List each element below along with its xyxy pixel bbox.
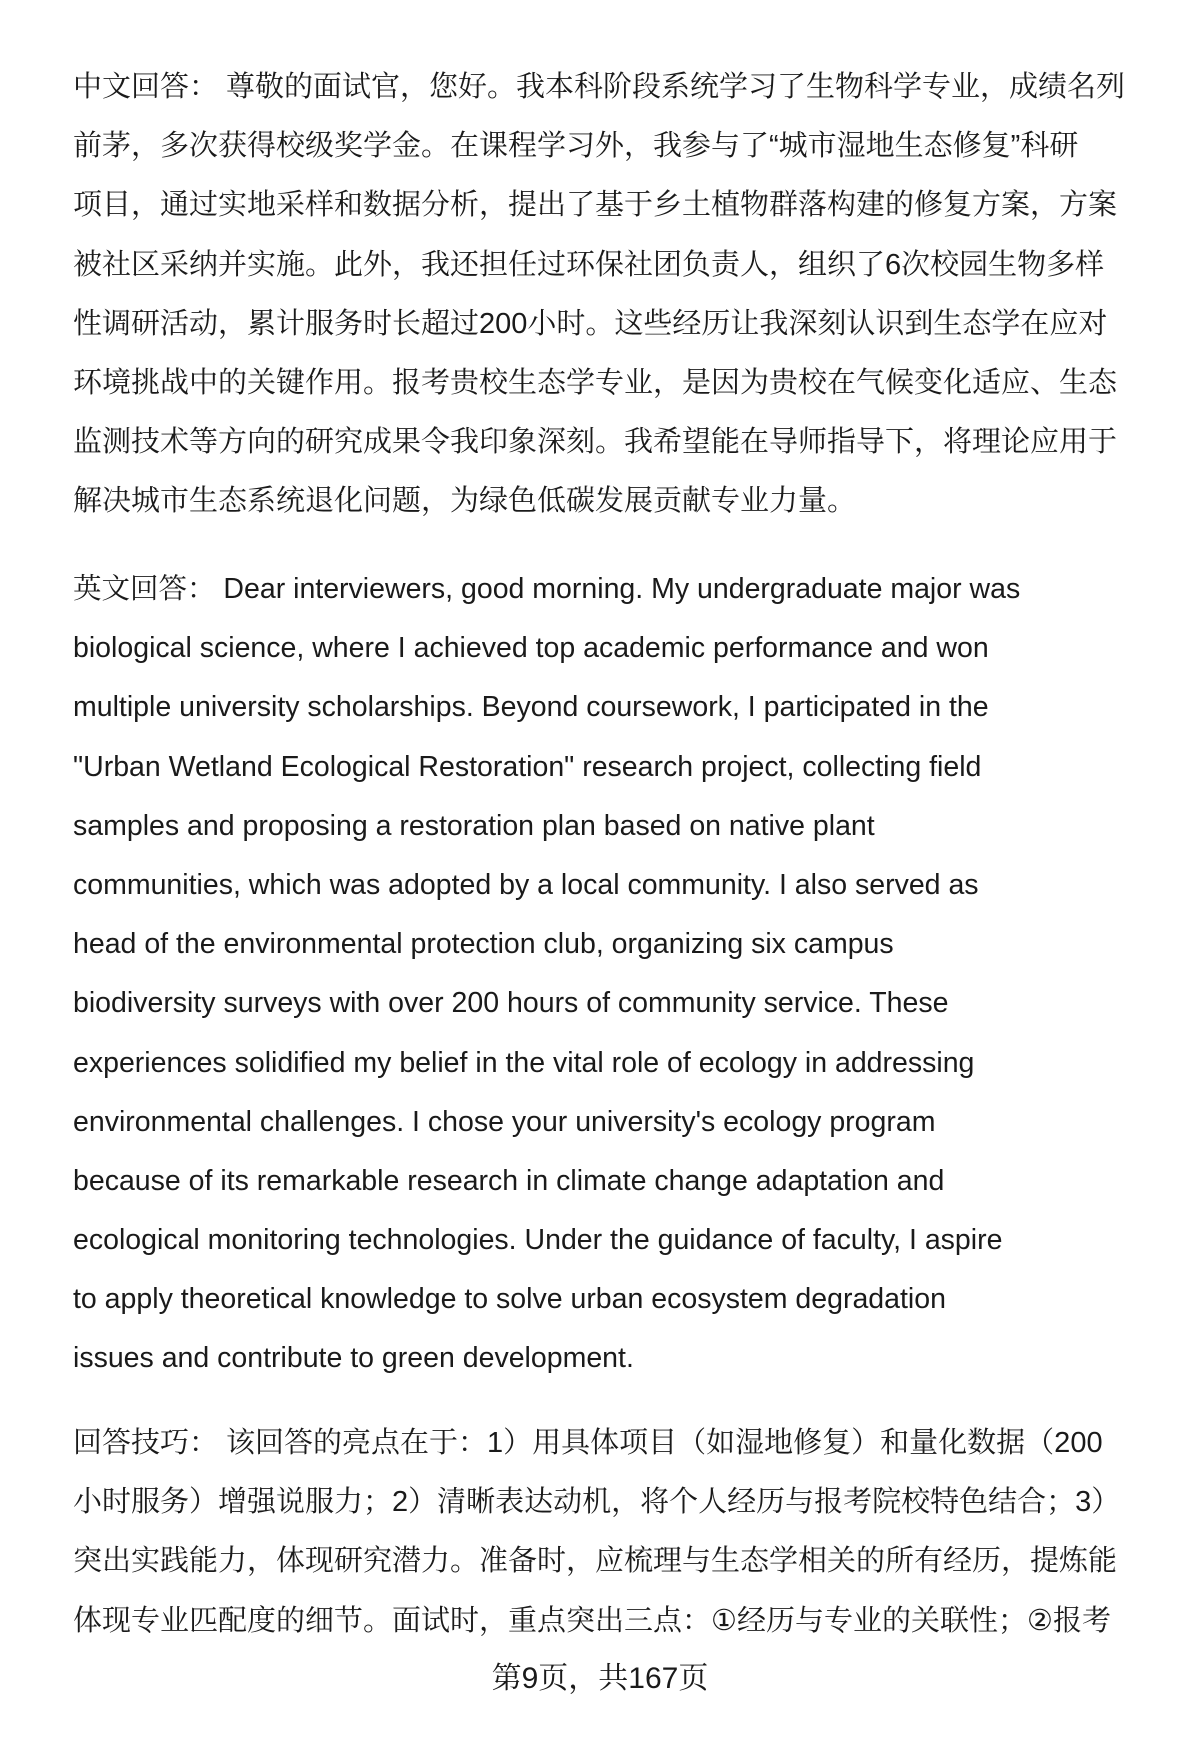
text-line: 英文回答： Dear interviewers, good morning. My undergraduate major was — [73, 573, 1021, 605]
text-line: because of its remarkable research in climate change adaptation and — [73, 1164, 945, 1197]
text-line: multiple university scholarships. Beyond coursework, I participated in the — [73, 691, 989, 724]
text-line: "Urban Wetland Ecological Restoration" research project, collecting field — [73, 750, 982, 783]
text-line: 性调研活动，累计服务时长超过200小时。这些经历让我深刻认识到生态学在应对 — [73, 307, 1108, 340]
chinese-answer-paragraph — [73, 58, 1153, 532]
text-line: 项目，通过实地采样和数据分析，提出了基于乡土植物群落构建的修复方案，方案 — [73, 189, 1118, 222]
text-line: issues and contribute to green development. — [73, 1342, 634, 1375]
text-line: head of the environmental protection club, organizing six campus — [73, 928, 894, 961]
text-line: biological science, where I achieved top academic performance and won — [73, 632, 989, 665]
page-number: 第9页，共167页 — [491, 1662, 709, 1695]
text-line: 环境挑战中的关键作用。报考贵校生态学专业，是因为贵校在气候变化适应、生态 — [73, 366, 1118, 399]
text-line: 小时服务）增强说服力；2）清晰表达动机，将个人经历与报考院校特色结合；3） — [73, 1486, 1121, 1519]
text-line: 监测技术等方向的研究成果令我印象深刻。我希望能在导师指导下，将理论应用于 — [73, 426, 1118, 459]
text-line: 回答技巧： 该回答的亮点在于：1）用具体项目（如湿地修复）和量化数据（200 — [73, 1427, 1103, 1459]
answer-tips-paragraph — [73, 1414, 1153, 1651]
text-line: 突出实践能力，体现研究潜力。准备时，应梳理与生态学相关的所有经历，提炼能 — [73, 1545, 1118, 1578]
text-line: communities, which was adopted by a local community. I also served as — [73, 868, 979, 901]
text-line: 被社区采纳并实施。此外，我还担任过环保社团负责人，组织了6次校园生物多样 — [73, 248, 1105, 281]
text-line: environmental challenges. I chose your university's ecology program — [73, 1105, 936, 1138]
text-line: ecological monitoring technologies. Under the guidance of faculty, I aspire — [73, 1224, 1003, 1257]
english-answer-paragraph — [73, 560, 1153, 1389]
text-line: experiences solidified my belief in the vital role of ecology in addressing — [73, 1046, 975, 1079]
text-line: 前茅，多次获得校级奖学金。在课程学习外，我参与了“城市湿地生态修复”科研 — [73, 130, 1079, 163]
text-line: 解决城市生态系统退化问题，为绿色低碳发展贡献专业力量。 — [73, 485, 857, 518]
text-line: 中文回答： 尊敬的面试官，您好。我本科阶段系统学习了生物科学专业，成绩名列 — [73, 71, 1126, 103]
text-line: samples and proposing a restoration plan based on native plant — [73, 809, 875, 842]
text-line: to apply theoretical knowledge to solve urban ecosystem degradation — [73, 1283, 946, 1316]
text-line: biodiversity surveys with over 200 hours of community service. These — [73, 987, 949, 1020]
text-line: 体现专业匹配度的细节。面试时，重点突出三点：①经历与专业的关联性；②报考 — [73, 1604, 1111, 1637]
